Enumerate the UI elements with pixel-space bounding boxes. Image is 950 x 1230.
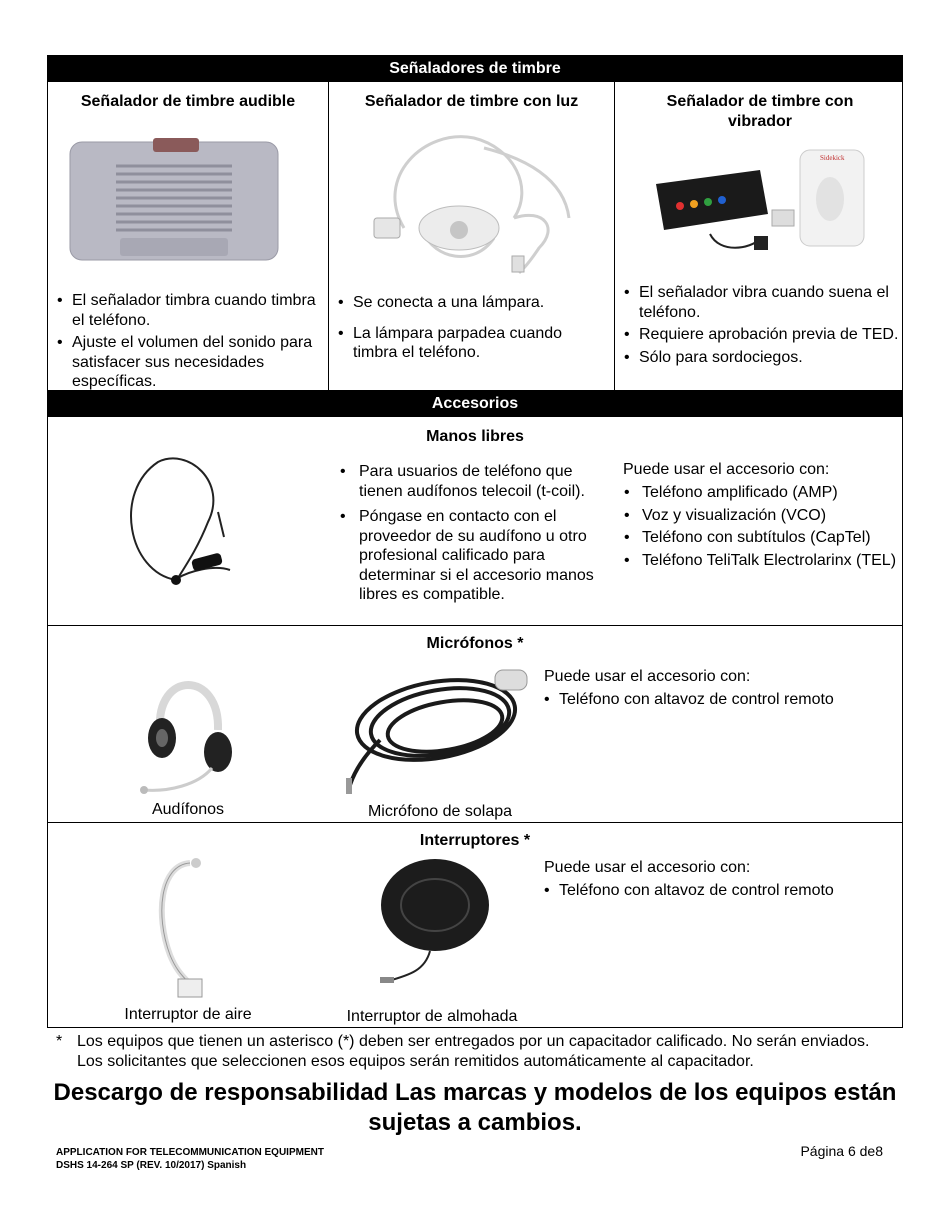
- form-code: DSHS 14-264 SP (REV. 10/2017) Spanish: [56, 1160, 247, 1171]
- manos-bullets: [338, 462, 610, 608]
- list-item: • Requiere aprobación previa de TED.: [622, 325, 900, 345]
- inter-use-label: Puede usar el accesorio con:: [544, 859, 751, 876]
- form-title: APPLICATION FOR TELECOMMUNICATION EQUIPMENT: [56, 1147, 324, 1158]
- row-divider: [47, 625, 903, 626]
- pillow-switch-image: [370, 855, 500, 995]
- caption-interruptor-aire: Interruptor de aire: [124, 1006, 252, 1023]
- vibrator-brand-text: Sidekick: [820, 154, 845, 162]
- page-number: Página 6 de8: [800, 1143, 883, 1159]
- footnote-text: Los equipos que tienen un asterisco (*) deben ser entregados por un capacitador calificado. No serán enviados. Los solicitantes que seleccionen esos equipos serán remitidos automáticamente al capacitador.: [77, 1033, 870, 1070]
- headset-image: [138, 660, 238, 798]
- caption-microfono-solapa: Micrófono de solapa: [367, 803, 513, 820]
- list-item: • Sólo para sordociegos.: [622, 348, 900, 368]
- micro-use-label: Puede usar el accesorio con:: [544, 668, 751, 685]
- section-bar-senaladores: Señaladores de timbre: [47, 56, 903, 82]
- list-item: • Teléfono TeliTalk Electrolarinx (TEL): [622, 551, 898, 571]
- manos-libres-title: Manos libres: [426, 428, 524, 445]
- inter-use-list: [542, 881, 892, 904]
- caption-interruptor-almohada: Interruptor de almohada: [346, 1008, 518, 1025]
- vibrator-signaler-image: [650, 144, 870, 262]
- col1-bullets: [55, 291, 323, 395]
- list-item: • El señalador vibra cuando suena el teléfono.: [622, 283, 900, 322]
- section-bar-accesorios: Accesorios: [47, 390, 903, 417]
- footnote-mark: *: [56, 1033, 63, 1050]
- list-item: • Teléfono con altavoz de control remoto: [542, 690, 892, 710]
- air-switch-image: [150, 855, 220, 1003]
- disclaimer: Descargo de responsabilidad Las marcas y modelos de los equipos están sujetas a cambios.: [53, 1079, 897, 1136]
- list-item: • Ajuste el volumen del sonido para satisfacer sus necesidades específicas.: [55, 333, 323, 392]
- col-title-audible: Señalador de timbre audible: [80, 93, 296, 110]
- list-item: • Voz y visualización (VCO): [622, 506, 898, 526]
- microfonos-title: Micrófonos *: [426, 635, 524, 652]
- list-item: • La lámpara parpadea cuando timbra el teléfono.: [336, 324, 608, 363]
- col-title-light: Señalador de timbre con luz: [364, 93, 579, 110]
- column-divider: [614, 82, 615, 390]
- column-divider: [328, 82, 329, 390]
- neckloop-image: [118, 452, 258, 592]
- light-signaler-image: [364, 118, 584, 278]
- interruptores-title: Interruptores *: [419, 832, 531, 849]
- manos-use-list: [622, 483, 898, 573]
- list-item: • Para usuarios de teléfono que tienen audífonos telecoil (t-coil).: [338, 462, 610, 501]
- row-divider: [47, 822, 903, 823]
- col3-bullets: [622, 283, 900, 370]
- col-title-vibrator: Señalador de timbre con vibrador: [666, 93, 854, 130]
- lapel-mic-image: [340, 660, 540, 800]
- audible-signaler-image: [68, 138, 280, 262]
- manos-use-label: Puede usar el accesorio con:: [623, 461, 830, 478]
- list-item: • El señalador timbra cuando timbra el teléfono.: [55, 291, 323, 330]
- list-item: • Se conecta a una lámpara.: [336, 293, 608, 313]
- list-item: • Teléfono con subtítulos (CapTel): [622, 528, 898, 548]
- list-item: • Póngase en contacto con el proveedor de su audífono u otro profesional calificado para determinar si el accesorio manos libres es compatible.: [338, 507, 610, 605]
- list-item: • Teléfono amplificado (AMP): [622, 483, 898, 503]
- list-item: • Teléfono con altavoz de control remoto: [542, 881, 892, 901]
- col2-bullets: [336, 293, 608, 366]
- caption-audifonos: Audífonos: [151, 801, 225, 818]
- micro-use-list: [542, 690, 892, 713]
